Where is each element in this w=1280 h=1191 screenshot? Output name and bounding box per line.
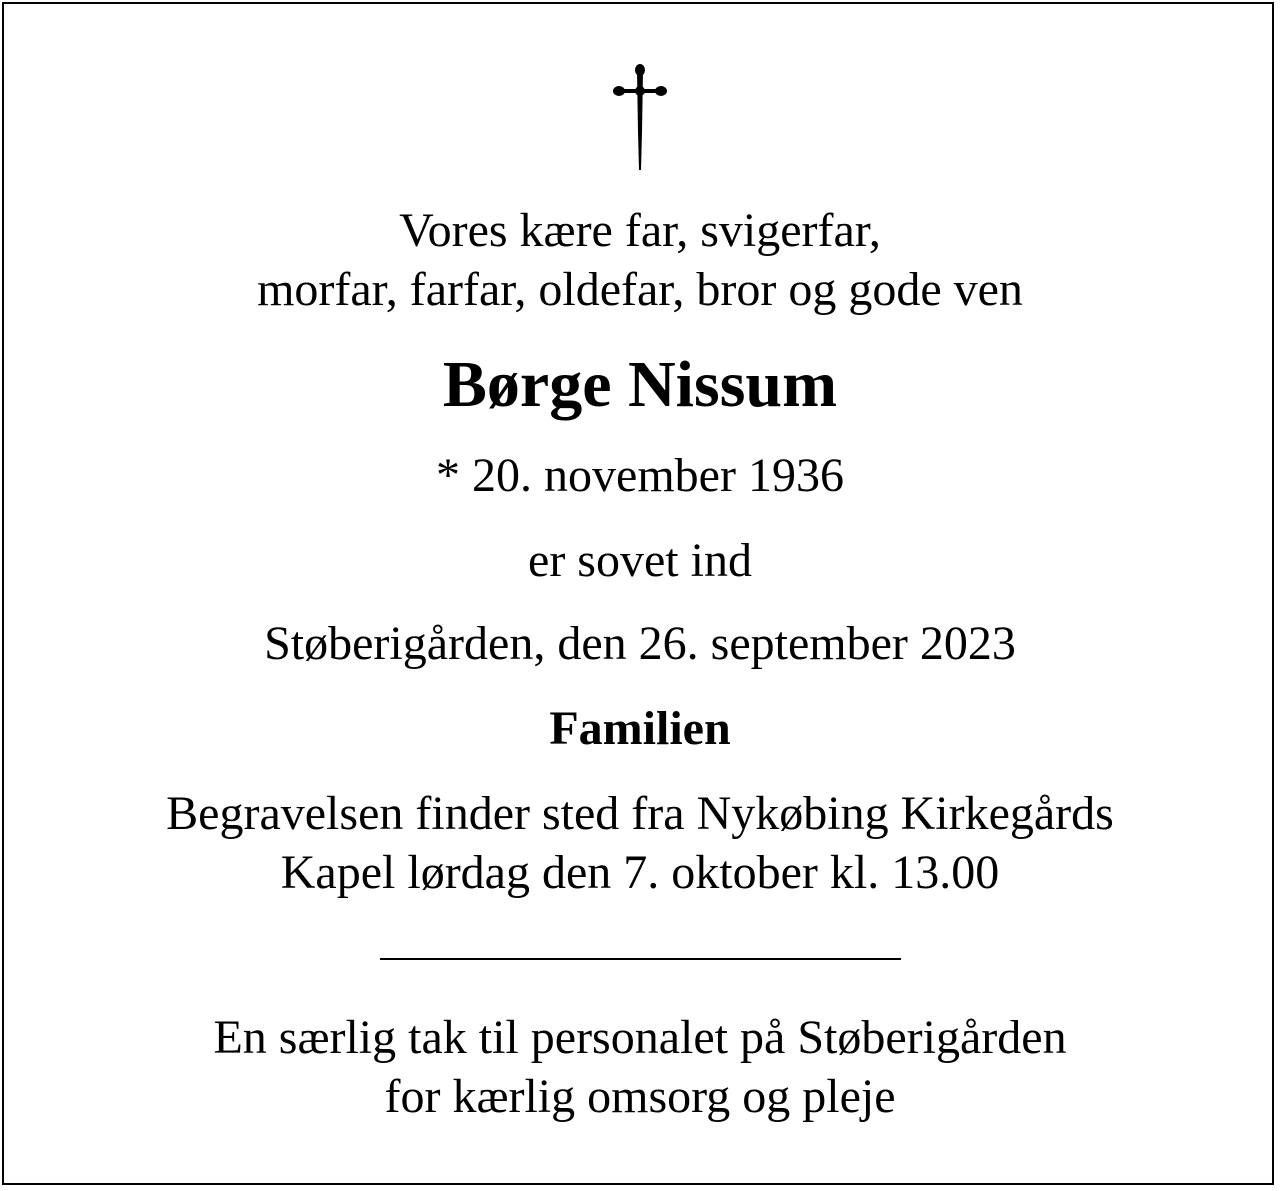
divider: [380, 958, 901, 960]
intro-line-1: Vores kære far, svigerfar,: [399, 204, 881, 257]
deceased-name: Børge Nissum: [442, 348, 838, 421]
notice-border: [2, 2, 1274, 1185]
funeral-line-1: Begravelsen finder sted fra Nykøbing Kirkegårds: [166, 787, 1114, 840]
place-and-date: Støberigården, den 26. september 2023: [264, 617, 1016, 670]
cross-icon: [612, 62, 668, 172]
birth-date: * 20. november 1936: [436, 449, 844, 502]
signature: Familien: [549, 702, 731, 755]
passed-away-text: er sovet ind: [528, 534, 752, 587]
thanks-line-1: En særlig tak til personalet på Støberigården: [213, 1011, 1067, 1064]
funeral-line-2: Kapel lørdag den 7. oktober kl. 13.00: [280, 846, 1000, 899]
thanks-line-2: for kærlig omsorg og pleje: [384, 1070, 896, 1123]
intro-line-2: morfar, farfar, oldefar, bror og gode ven: [257, 263, 1023, 316]
